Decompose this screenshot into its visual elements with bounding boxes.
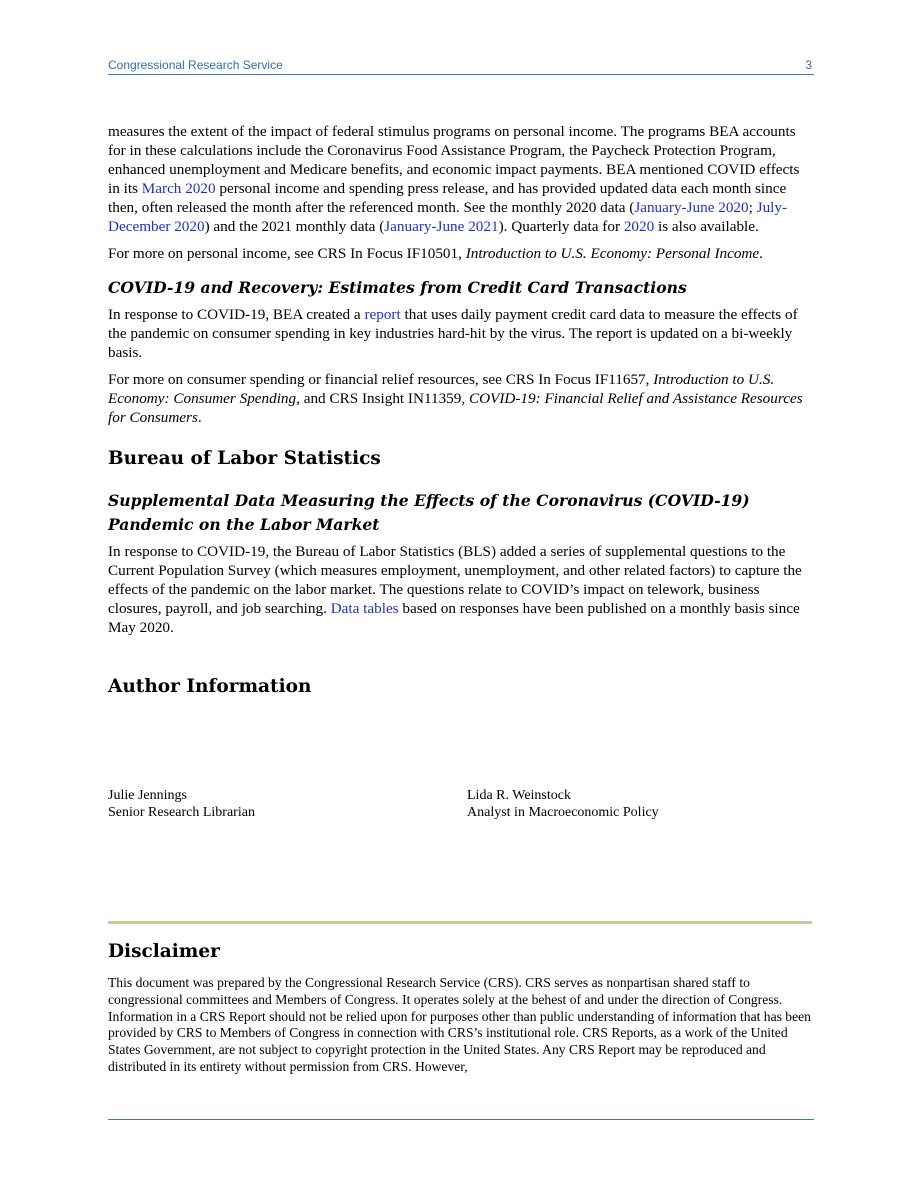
link-report[interactable]: report [364,306,401,323]
link-july-december-2020[interactable]: July-December 2020 [108,199,788,235]
page-number: 3 [805,58,812,72]
author-name: Julie Jennings [108,788,187,803]
link-january-june-2021[interactable]: January-June 2021 [384,218,499,235]
link-january-june-2020[interactable]: January-June 2020 [634,199,749,216]
paragraph-credit-card: In response to COVID-19, BEA created a report that uses daily payment credit card data to measure the effects of the pandemic on consumer spending in key industries hard-hit by the virus. The report is updated on a bi-weekly basis. [108,306,798,361]
link-data-tables[interactable]: Data tables [330,600,399,617]
disclaimer-text: This document was prepared by the Congressional Research Service (CRS). CRS serves as nonpartisan shared staff to congressional committees and Members of Congress. It operates solely at the behest of and under the direction of Congress. Information in a CRS Report should not be relied upon for purposes other than public understanding of information that has been provided by CRS to Members of Congress in connection with CRS’s institutional role. CRS Reports, as a work of the United States Government, are not subject to copyright protection in the United States. Any CRS Report may be reproduced and distributed in its entirety without permission from CRS. However, [108,975,811,1074]
disclaimer-divider [108,921,812,924]
author-name: Lida R. Weinstock [467,788,571,803]
heading-credit-card: COVID-19 and Recovery: Estimates from Credit Card Transactions [108,278,687,297]
disclaimer-section [108,940,814,1076]
footer-divider [108,1119,814,1120]
link-march-2020[interactable]: March 2020 [141,180,216,197]
heading-supplemental-data: Supplemental Data Measuring the Effects of the Coronavirus (COVID-19) Pandemic on the Labor Market [108,491,750,534]
paragraph-consumer-spending: For more on consumer spending or financial relief resources, see CRS In Focus IF11657, Introduction to U.S. Economy: Consumer Spending, and CRS Insight IN11359, COVID-19: Financial Relief and Assistance Resources for Consumers. [108,371,803,426]
page-header [108,58,814,75]
author-1 [108,787,255,821]
main-content [108,122,814,699]
link-2020-quarterly[interactable]: 2020 [623,218,655,235]
paragraph-bls: In response to COVID-19, the Bureau of Labor Statistics (BLS) added a series of supplemental questions to the Current Population Survey (which measures employment, unemployment, and other related factors) to capture the effects of the pandemic on the labor market. The questions relate to COVID’s impact on telework, business closures, payroll, and job searching. Data tables based on responses have been published on a monthly basis since May 2020. [108,543,802,636]
paragraph-personal-income: measures the extent of the impact of federal stimulus programs on personal income. The programs BEA accounts for in these calculations include the Coronavirus Food Assistance Program, the Paycheck Protection Program, enhanced unemployment and Medicare benefits, and economic impact payments. BEA mentioned COVID effects in its March 2020 personal income and spending press release, and has provided updated data each month since then, often released the month after the referenced month. See the monthly 2020 data (January-June 2020; July-December 2020) and the 2021 monthly data (January-June 2021). Quarterly data for 2020 is also available. [108,123,800,235]
header-org-name: Congressional Research Service [108,58,283,72]
heading-disclaimer: Disclaimer [108,941,220,962]
author-2 [467,787,659,821]
author-title: Senior Research Librarian [108,805,255,820]
paragraph-personal-income-more: For more on personal income, see CRS In Focus IF10501, Introduction to U.S. Economy: Personal Income. [108,245,763,262]
author-title: Analyst in Macroeconomic Policy [467,805,659,820]
heading-author-information: Author Information [108,676,312,697]
heading-bls: Bureau of Labor Statistics [108,448,381,469]
